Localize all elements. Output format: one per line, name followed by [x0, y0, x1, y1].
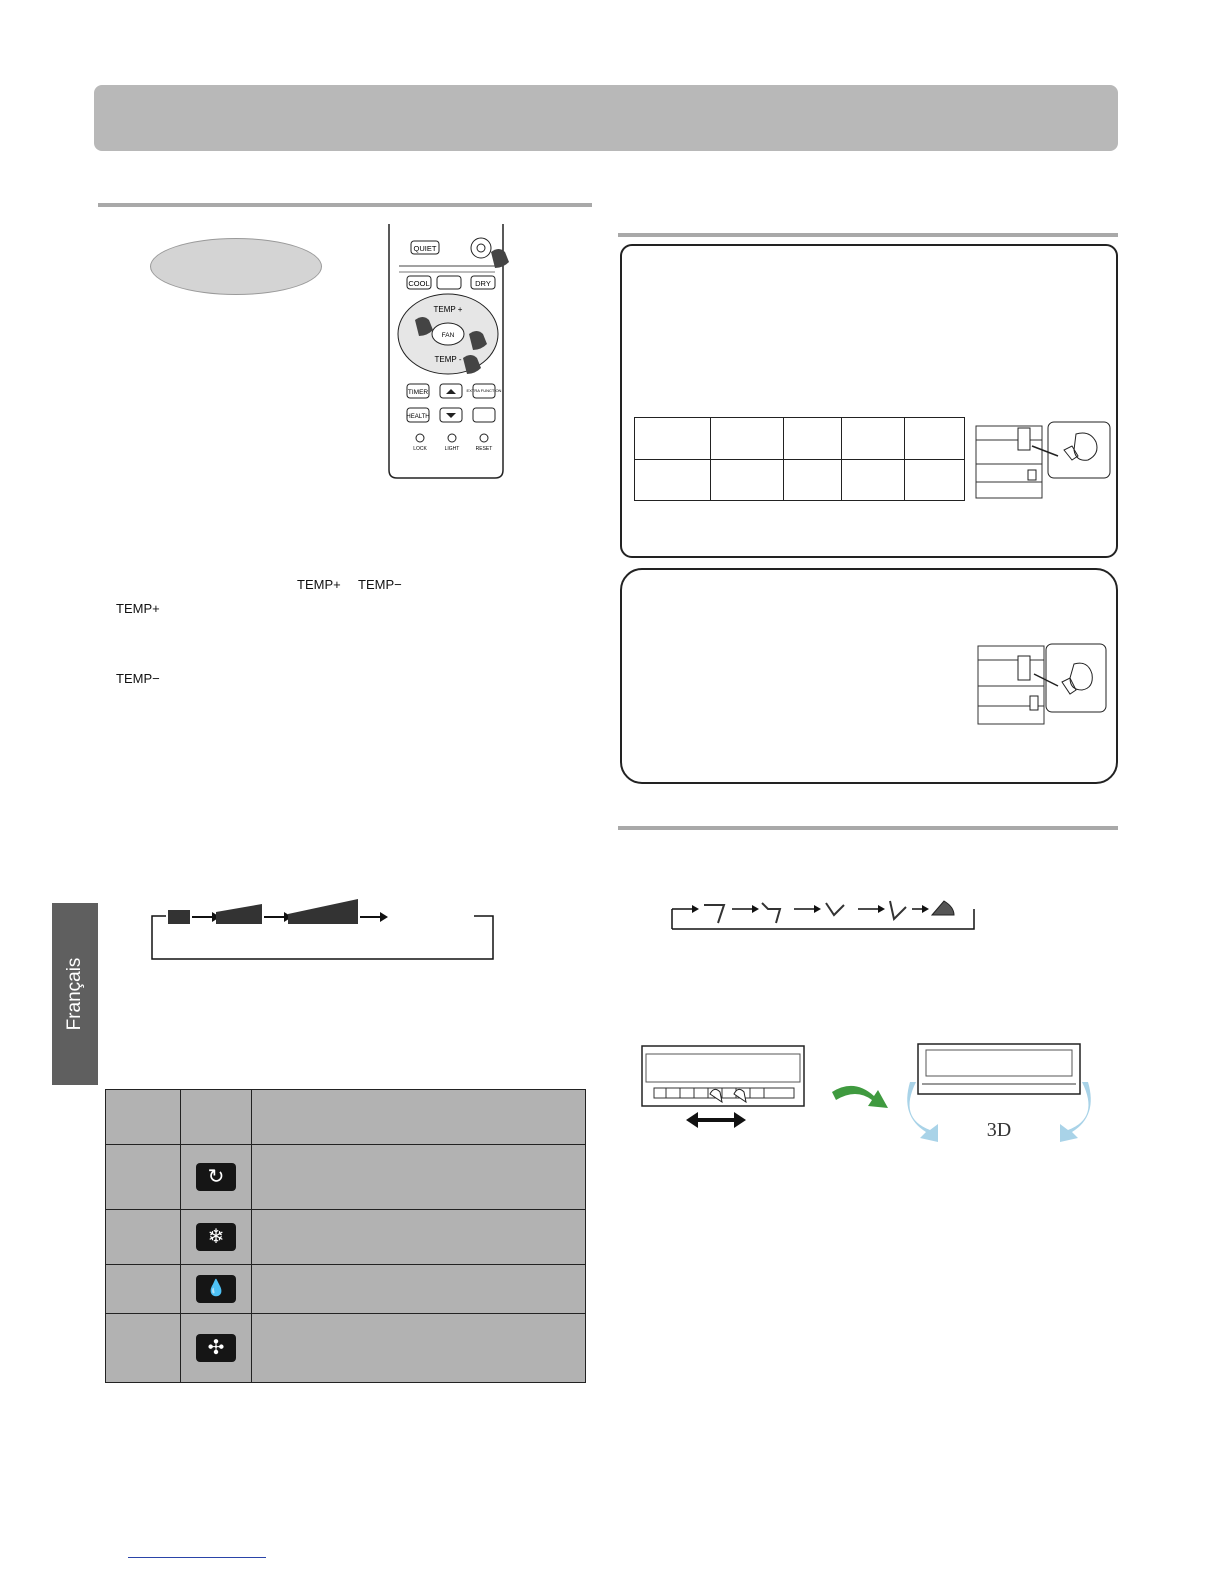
- louver-position-4-icon: [890, 901, 906, 919]
- temp-minus-label: TEMP−: [358, 577, 402, 592]
- header-bar: [94, 85, 1118, 151]
- snowflake-icon: ❄: [196, 1223, 236, 1251]
- info-box-upper: [620, 244, 1118, 558]
- louver-position-3-icon: [826, 903, 844, 915]
- remote-temp-minus-label: TEMP -: [434, 355, 462, 364]
- indoor-unit-swing-illustration: [636, 1040, 1106, 1148]
- fan-speed-low-icon: [168, 910, 190, 924]
- power-icon: [471, 238, 491, 258]
- footer-link-underline: [128, 1557, 266, 1558]
- remote-health-label: HEALTH: [406, 414, 430, 420]
- green-arrow-icon: [832, 1086, 888, 1108]
- language-label: Français: [64, 957, 85, 1031]
- auto-cycle-icon: ↻: [196, 1163, 236, 1191]
- remote-extra-function-label: EXTRA FUNCTION: [466, 388, 502, 393]
- table-row: [106, 1210, 586, 1265]
- section-rule-right-bottom: [618, 826, 1118, 830]
- settings-grid: [634, 417, 965, 501]
- remote-control-illustration: [385, 224, 521, 480]
- language-tab: [52, 903, 98, 1085]
- louver-position-1-icon: [704, 905, 724, 923]
- temp-minus-label: TEMP−: [116, 671, 160, 686]
- louver-swing-icon: [932, 901, 954, 915]
- remote-quiet-label: QUIET: [413, 244, 437, 253]
- double-arrow-icon: [686, 1112, 698, 1128]
- mode-table: [105, 1089, 586, 1383]
- fan-speed-cycle-diagram: [148, 896, 498, 964]
- swing-3d-label: 3D: [986, 1119, 1012, 1141]
- louver-position-2-icon: [762, 903, 780, 923]
- louver-position-cycle-diagram: [668, 893, 980, 935]
- title-oval: [150, 238, 322, 295]
- remote-lock-label: LOCK: [413, 446, 427, 452]
- table-row: [106, 1145, 586, 1210]
- unit-panel-illustration: [972, 416, 1114, 504]
- remote-cool-label: COOL: [408, 279, 430, 288]
- remote-temp-plus-label: TEMP +: [433, 305, 463, 314]
- table-row: [635, 418, 965, 460]
- table-row: [106, 1265, 586, 1314]
- table-row: [106, 1090, 586, 1145]
- unit-panel-illustration: [974, 642, 1110, 728]
- fan-speed-high-icon: [288, 899, 358, 924]
- remote-timer-label: TIMER: [407, 389, 429, 396]
- remote-light-label: LIGHT: [444, 446, 460, 452]
- temp-plus-label: TEMP+: [297, 577, 341, 592]
- water-drop-icon: 💧: [196, 1275, 236, 1303]
- fan-icon: ✣: [196, 1334, 236, 1362]
- temp-plus-label: TEMP+: [116, 601, 160, 616]
- remote-reset-label: RESET: [475, 446, 493, 452]
- table-row: [635, 459, 965, 501]
- fan-speed-mid-icon: [216, 904, 262, 924]
- remote-dry-label: DRY: [475, 279, 491, 288]
- table-row: [106, 1314, 586, 1383]
- section-rule-left: [98, 203, 592, 207]
- section-rule-right-top: [618, 233, 1118, 237]
- remote-fan-label: FAN: [441, 332, 455, 339]
